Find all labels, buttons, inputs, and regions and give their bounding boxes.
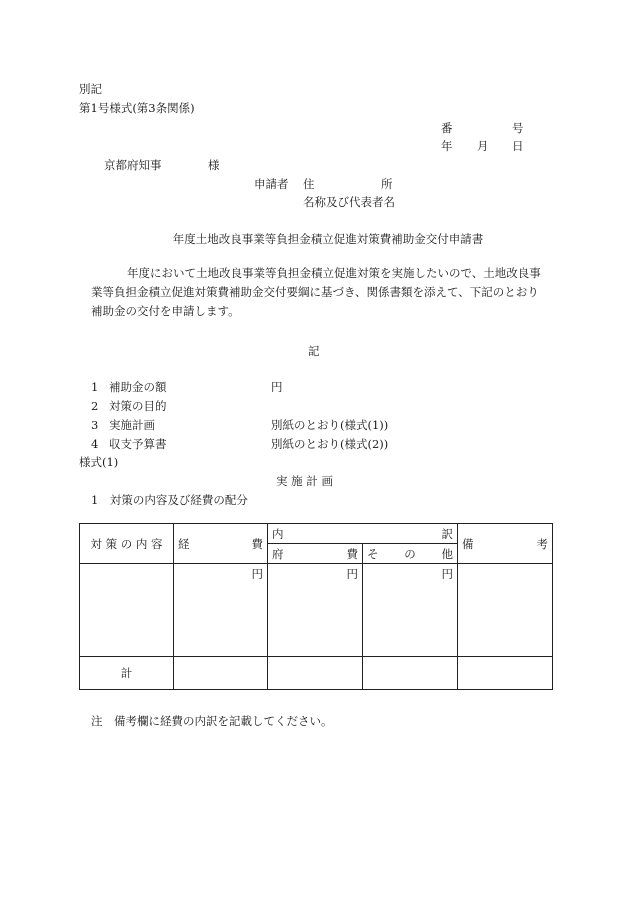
cell-other-yen: 円 (441, 567, 453, 581)
total-other (363, 657, 458, 690)
header-pref-a: 府 (272, 546, 284, 561)
cell-pref-yen: 円 (346, 567, 358, 581)
header-cost-b: 費 (251, 536, 263, 551)
header-cost-a: 経 (178, 536, 190, 551)
cell-other (363, 564, 458, 657)
header-pref-b: 費 (346, 546, 358, 561)
header-content-label: 対 策 の 内 容 (90, 536, 163, 551)
form1-title: 実 施 計 画 (276, 474, 333, 488)
header-breakdown (268, 524, 458, 544)
cell-pref (268, 564, 363, 657)
item-2-num: 2 (91, 399, 99, 413)
item-4-label: 収支予算書 (109, 437, 167, 451)
form1-label: 様式(1) (79, 455, 119, 469)
header-other-a: そ (367, 546, 379, 561)
footnote: 注 備考欄に経費の内訳を記載してください。 (91, 714, 333, 728)
item-4-value: 別紙のとおり(様式(2)) (271, 437, 389, 451)
header-breakdown-a: 内 (272, 526, 284, 541)
header-cost (174, 524, 268, 564)
item-4-num: 4 (91, 437, 99, 451)
body-line-3: 補助金の交付を申請します。 (91, 304, 240, 318)
header-remarks-b: 考 (536, 536, 548, 551)
address-label-sho: 所 (381, 177, 393, 191)
form-number-title: 第1号様式(第3条関係) (79, 101, 195, 115)
item-3-num: 3 (91, 418, 99, 432)
total-cell (80, 657, 174, 690)
item-1-value: 円 (271, 380, 283, 394)
representative-label: 名称及び代表者名 (303, 195, 395, 209)
cell-cost-yen: 円 (251, 567, 263, 581)
address-label-ju: 住 (303, 177, 315, 191)
header-breakdown-b: 訳 (441, 526, 453, 541)
document-title: 年度土地改良事業等負担金積立促進対策費補助金交付申請書 (172, 232, 484, 246)
date-day-label: 日 (512, 139, 524, 153)
total-remarks (458, 657, 553, 690)
header-content (80, 524, 174, 564)
item-1-num: 1 (91, 380, 99, 394)
number-label-go: 号 (512, 121, 524, 135)
header-other (363, 544, 458, 564)
addressee: 京都府知事 (104, 158, 162, 172)
item-2-label: 対策の目的 (109, 399, 167, 413)
cell-content (80, 564, 174, 657)
header-other-c: 他 (441, 546, 453, 561)
cell-cost (174, 564, 268, 657)
header-other-b: の (404, 546, 416, 561)
form1-section: 1 対策の内容及び経費の配分 (91, 493, 248, 507)
addressee-suffix: 様 (208, 158, 220, 172)
betsuki-label: 別記 (79, 82, 102, 96)
item-1-label: 補助金の額 (109, 380, 167, 394)
ki-label: 記 (308, 344, 320, 358)
header-remarks (458, 524, 553, 564)
item-3-value: 別紙のとおり(様式(1)) (271, 418, 389, 432)
total-label: 計 (120, 666, 133, 680)
date-month-label: 月 (477, 139, 489, 153)
header-remarks-a: 備 (462, 536, 474, 551)
total-pref (268, 657, 363, 690)
body-line-1: 年度において土地改良事業等負担金積立促進対策を実施したいので、土地改良事 (127, 266, 541, 280)
item-3-label: 実施計画 (109, 418, 155, 432)
cell-remarks (458, 564, 553, 657)
header-pref (268, 544, 363, 564)
date-year-label: 年 (441, 139, 453, 153)
plan-table (79, 523, 553, 690)
number-label-ban: 番 (441, 121, 453, 135)
total-cost (174, 657, 268, 690)
body-line-2: 業等負担金積立促進対策費補助金交付要綱に基づき、関係書類を添えて、下記のとおり (91, 285, 539, 299)
applicant-label: 申請者 (254, 177, 289, 191)
